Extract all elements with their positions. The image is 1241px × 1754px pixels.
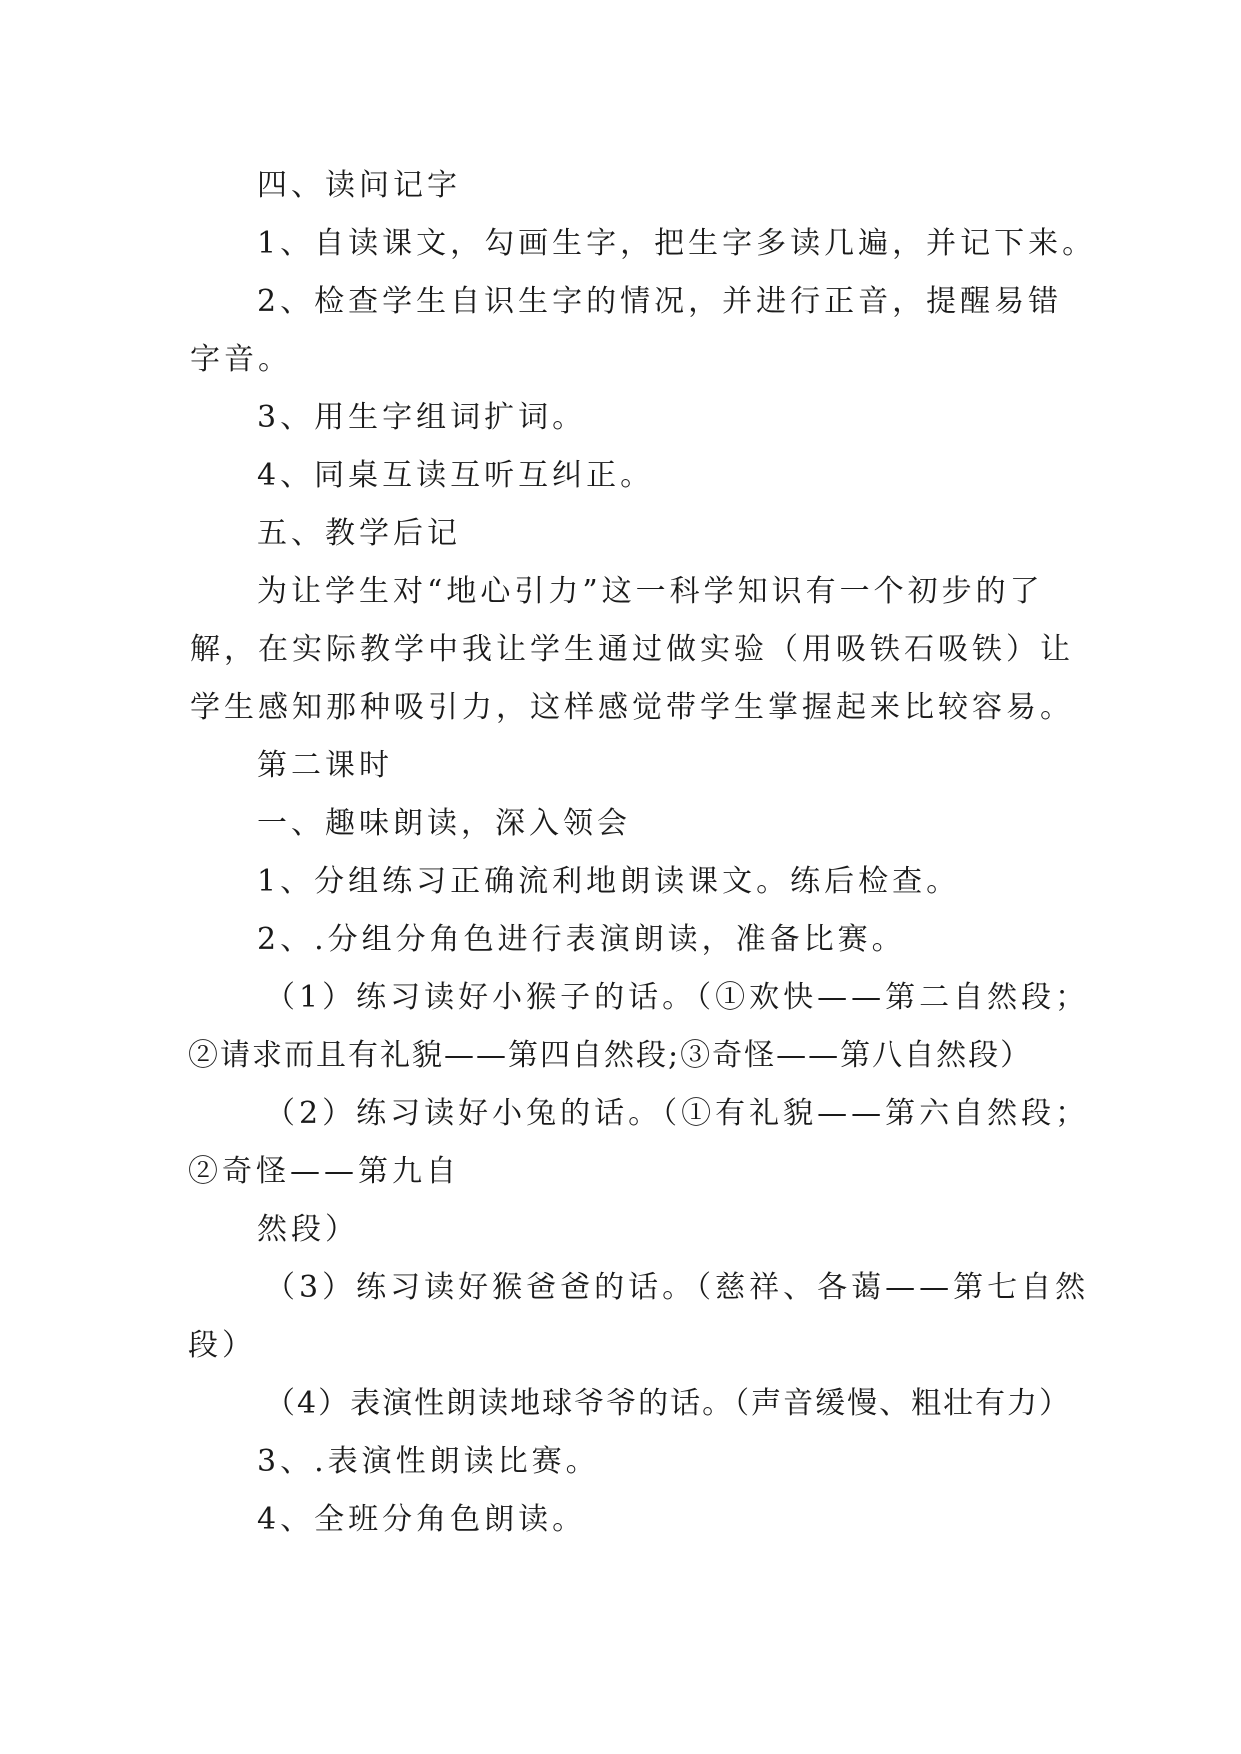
paragraph-line: （2）练习读好小兔的话。（①有礼貌——第六自然段； bbox=[265, 1096, 1090, 1131]
heading-section-5: 五、教学后记 bbox=[257, 516, 461, 551]
paragraph-line: 3、用生字组词扩词。 bbox=[257, 400, 587, 435]
paragraph-line: 2、.分组分角色进行表演朗读，准备比赛。 bbox=[257, 922, 906, 957]
paragraph-line: 解，在实际教学中我让学生通过做实验（用吸铁石吸铁）让 bbox=[190, 632, 1074, 667]
heading-part-1: 一、趣味朗读，深入领会 bbox=[257, 806, 631, 841]
paragraph-line: 字音。 bbox=[190, 342, 292, 377]
paragraph-line: 1、分组练习正确流利地朗读课文。练后检查。 bbox=[257, 864, 961, 899]
paragraph-line: （1）练习读好小猴子的话。（①欢快——第二自然段； bbox=[265, 980, 1090, 1015]
paragraph-line: 为让学生对“地心引力”这一科学知识有一个初步的了 bbox=[257, 574, 1044, 609]
paragraph-line: 3、.表演性朗读比赛。 bbox=[257, 1444, 600, 1479]
heading-second-lesson: 第二课时 bbox=[257, 748, 393, 783]
paragraph-line: ②请求而且有礼貌——第四自然段;③奇怪——第八自然段） bbox=[188, 1038, 1033, 1073]
paragraph-line: 1、自读课文，勾画生字，把生字多读几遍，并记下来。 bbox=[257, 226, 1097, 261]
paragraph-line: 学生感知那种吸引力，这样感觉带学生掌握起来比较容易。 bbox=[190, 690, 1074, 725]
paragraph-line: 段） bbox=[188, 1328, 256, 1363]
paragraph-line: 4、同桌互读互听互纠正。 bbox=[257, 458, 655, 493]
paragraph-line: 4、全班分角色朗读。 bbox=[257, 1502, 587, 1537]
heading-section-4: 四、读问记字 bbox=[257, 168, 461, 203]
paragraph-line: （3）练习读好猴爸爸的话。（慈祥、各蔼——第七自然 bbox=[265, 1270, 1090, 1305]
paragraph-line: 2、检查学生自识生字的情况，并进行正音，提醒易错 bbox=[257, 284, 1063, 319]
paragraph-line: （4）表演性朗读地球爷爷的话。（声音缓慢、粗壮有力） bbox=[265, 1386, 1072, 1421]
paragraph-line: 然段） bbox=[257, 1212, 359, 1247]
paragraph-line: ②奇怪——第九自 bbox=[188, 1154, 460, 1189]
